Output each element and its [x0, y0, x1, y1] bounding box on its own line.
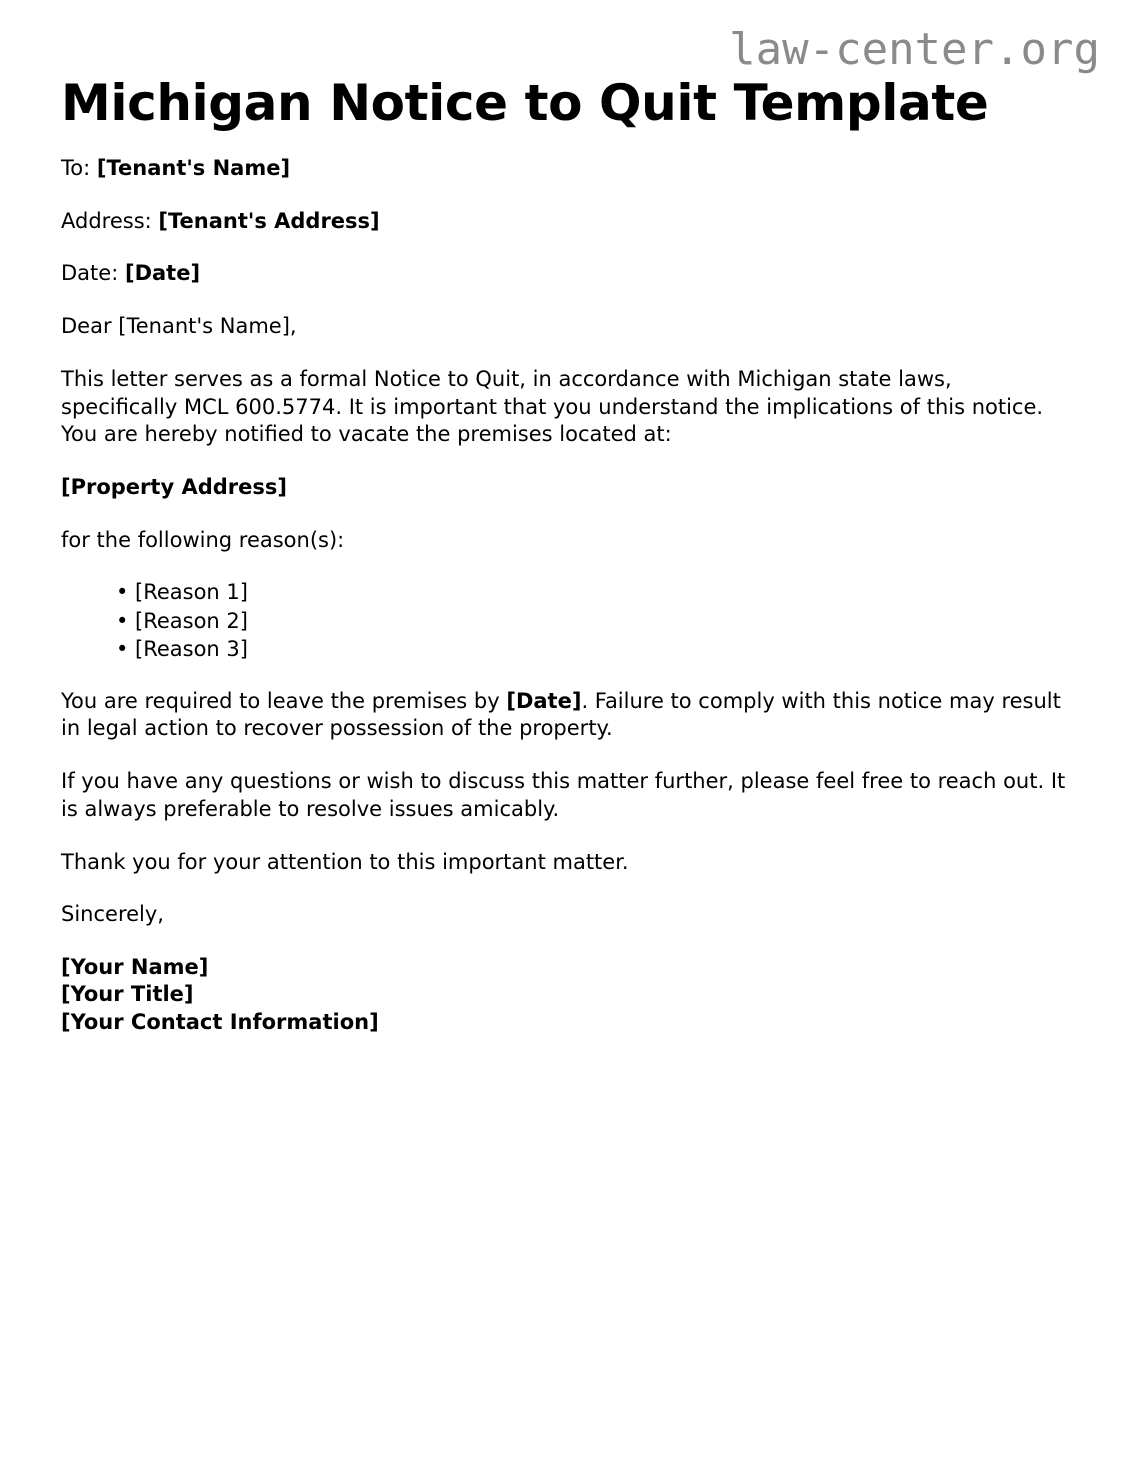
- deadline-date-value: [Date]: [506, 688, 582, 713]
- reasons-lead-in: for the following reason(s):: [61, 527, 345, 552]
- address-label: Address:: [61, 208, 152, 233]
- letter-body: [61, 131, 1072, 1036]
- reason-text: [Reason 2]: [135, 608, 248, 633]
- recipient-address-line: [61, 208, 1072, 236]
- reason-text: [Reason 1]: [135, 580, 248, 605]
- to-label: To:: [61, 156, 91, 180]
- closing-line: Sincerely,: [61, 902, 164, 927]
- date-label: Date:: [61, 261, 119, 286]
- questions-paragraph: If you have any questions or wish to discuss this matter further, please feel free to reach out. It is always preferable to resolve issues amicably.: [61, 769, 1066, 821]
- to-value: [Tenant's Name]: [96, 156, 291, 180]
- bullet-icon: •: [116, 608, 129, 633]
- deadline-text-before: You are required to leave the premises by: [61, 688, 507, 713]
- list-item: [116, 636, 1072, 663]
- list-item: [116, 608, 1072, 635]
- date-value: [Date]: [124, 261, 201, 286]
- signature-name: [Your Name]: [61, 955, 209, 980]
- site-watermark: law-center.org: [729, 24, 1100, 75]
- signature-title: [Your Title]: [61, 982, 194, 1007]
- bullet-icon: •: [116, 580, 129, 605]
- signature-block: [61, 954, 1072, 1036]
- bullet-icon: •: [116, 636, 129, 661]
- deadline-paragraph: [61, 688, 1072, 743]
- address-value: [Tenant's Address]: [158, 208, 380, 233]
- deadline-text-after: . Failure to comply with this notice may result in legal action to recover possession of the property.: [61, 688, 1061, 741]
- recipient-name-line: [61, 155, 1072, 183]
- property-address-placeholder: [Property Address]: [61, 475, 287, 500]
- thanks-paragraph: Thank you for your attention to this important matter.: [61, 849, 629, 874]
- intro-paragraph: This letter serves as a formal Notice to Quit, in accordance with Michigan state laws, specifically MCL 600.5774. It is important that you understand the implications of this notice. You are hereby notified to vacate the premises located at:: [61, 366, 1044, 447]
- date-line: [61, 260, 1072, 288]
- reason-text: [Reason 3]: [135, 636, 248, 661]
- page-title: Michigan Notice to Quit Template: [61, 74, 989, 132]
- list-item: [116, 579, 1072, 606]
- signature-contact: [Your Contact Information]: [61, 1009, 379, 1034]
- reasons-list: [61, 579, 1072, 662]
- salutation: Dear [Tenant's Name],: [61, 314, 297, 339]
